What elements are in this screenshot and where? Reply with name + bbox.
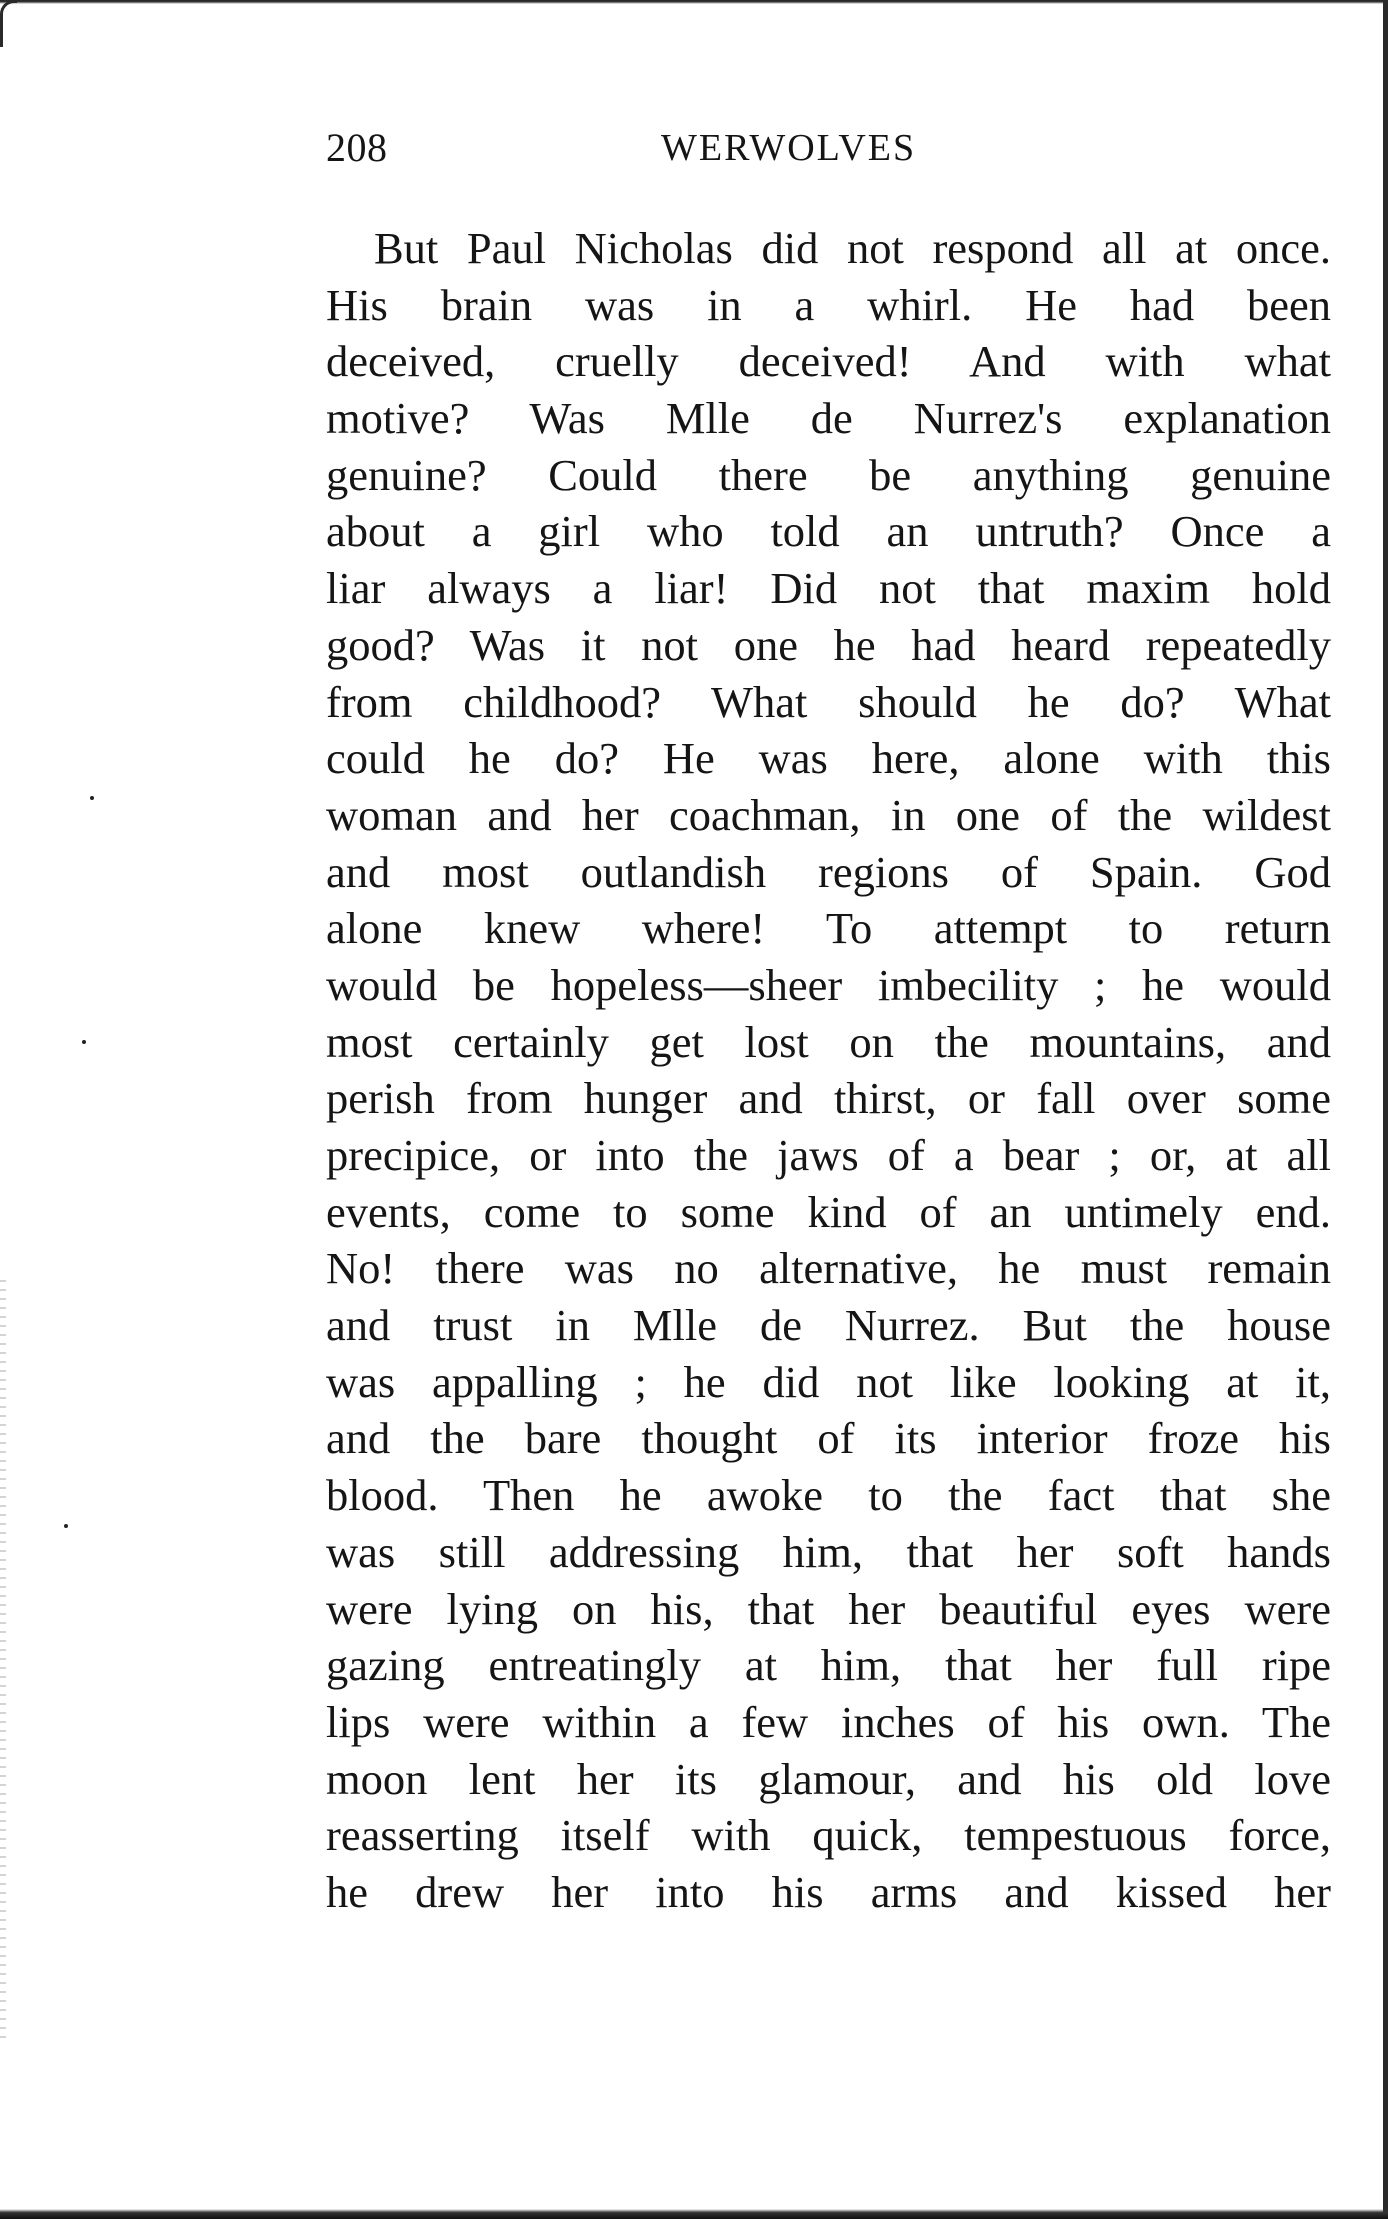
- text-line: alone knew where! To attempt to return: [326, 903, 1331, 954]
- text-line: blood. Then he awoke to the fact that she: [326, 1470, 1331, 1521]
- page-header: [326, 124, 1331, 184]
- binding-margin-dots: [0, 1280, 6, 2040]
- text-line: reasserting itself with quick, tempestuous force,: [326, 1810, 1331, 1861]
- text-line: from childhood? What should he do? What: [326, 676, 1331, 727]
- page-bottom-edge: [0, 2209, 1388, 2219]
- text-line: lips were within a few inches of his own. The: [326, 1696, 1331, 1747]
- text-line: moon lent her its glamour, and his old love: [326, 1753, 1331, 1804]
- text-line: liar always a liar! Did not that maxim hold: [326, 563, 1331, 614]
- text-line: No! there was no alternative, he must remain: [326, 1243, 1331, 1294]
- page-corner-curl: [0, 0, 17, 47]
- text-line: perish from hunger and thirst, or fall over some: [326, 1073, 1331, 1124]
- text-line: genuine? Could there be anything genuine: [326, 449, 1331, 500]
- text-line: good? Was it not one he had heard repeatedly: [326, 619, 1331, 670]
- page-right-edge: [1383, 0, 1388, 2219]
- running-head: WERWOLVES: [661, 127, 917, 169]
- text-line: His brain was in a whirl. He had been: [326, 279, 1331, 330]
- text-line: But Paul Nicholas did not respond all at once.: [374, 223, 1331, 273]
- text-line: and the bare thought of its interior froze his: [326, 1413, 1331, 1464]
- text-line: woman and her coachman, in one of the wildest: [326, 789, 1331, 840]
- text-line: motive? Was Mlle de Nurrez's explanation: [326, 393, 1331, 444]
- paper-speck: [82, 1040, 86, 1044]
- text-line: he drew her into his arms and kissed her: [326, 1866, 1331, 1917]
- paper-speck: [64, 1524, 68, 1528]
- text-line: would be hopeless—sheer imbecility ; he would: [326, 959, 1331, 1010]
- text-line: about a girl who told an untruth? Once a: [326, 506, 1331, 557]
- paper-speck: [90, 796, 94, 800]
- page-number: 208: [326, 125, 388, 170]
- page-top-edge: [0, 0, 1388, 4]
- text-line: deceived, cruelly deceived! And with what: [326, 336, 1331, 387]
- text-line: and most outlandish regions of Spain. God: [326, 846, 1331, 897]
- text-line: most certainly get lost on the mountains, and: [326, 1016, 1331, 1067]
- text-line: was appalling ; he did not like looking at it,: [326, 1356, 1331, 1407]
- text-line: events, come to some kind of an untimely end.: [326, 1186, 1331, 1237]
- text-line: was still addressing him, that her soft hands: [326, 1526, 1331, 1577]
- text-line: gazing entreatingly at him, that her full ripe: [326, 1640, 1331, 1691]
- text-line: were lying on his, that her beautiful eyes were: [326, 1583, 1331, 1634]
- body-text: [326, 220, 1331, 1921]
- text-line: and trust in Mlle de Nurrez. But the house: [326, 1300, 1331, 1351]
- text-line: could he do? He was here, alone with this: [326, 733, 1331, 784]
- text-line: precipice, or into the jaws of a bear ; or, at all: [326, 1130, 1331, 1180]
